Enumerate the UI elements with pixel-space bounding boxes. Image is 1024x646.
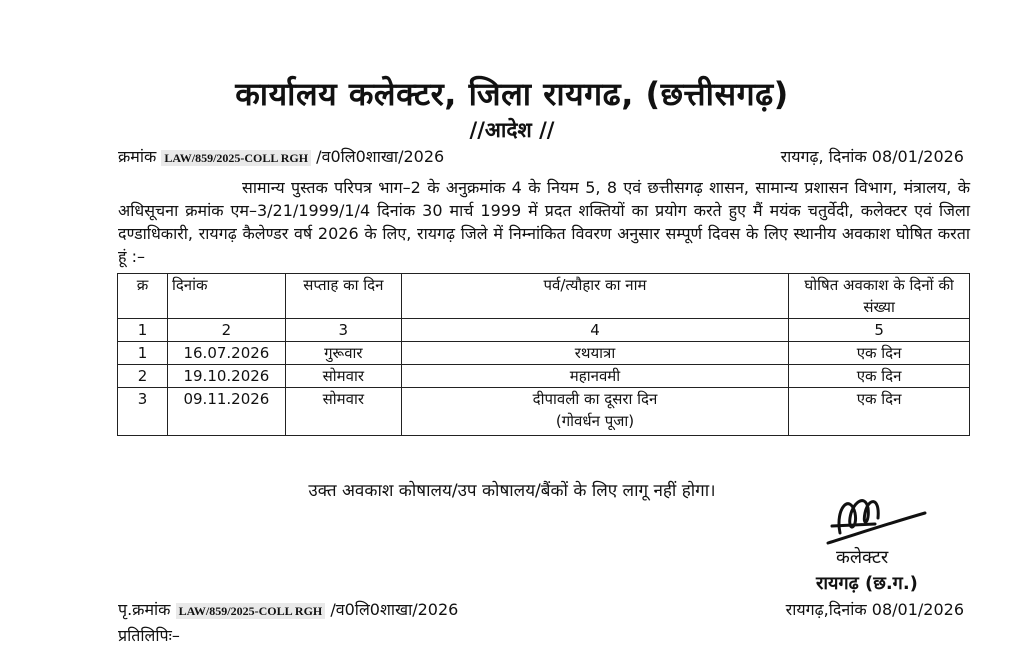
table-header-row — [118, 274, 970, 319]
row-weekday: सोमवार — [285, 388, 401, 436]
header-sno: क्र — [118, 274, 168, 319]
signature-place: रायगढ़ (छ.ग.) — [816, 573, 918, 594]
col-number: 5 — [789, 319, 970, 342]
festival-line-1: दीपावली का दूसरा दिन — [532, 390, 658, 408]
endorsement-code: LAW/859/2025-COLL RGH — [176, 603, 326, 619]
endorsement-prefix: पृ.क्रमांक — [118, 600, 171, 619]
row-festival: रथयात्रा — [401, 342, 788, 365]
table-number-row — [118, 319, 970, 342]
reference-number — [118, 145, 444, 167]
reference-suffix: /व0लि0शाखा/2026 — [316, 147, 445, 166]
row-weekday: सोमवार — [285, 365, 401, 388]
table-row — [118, 365, 970, 388]
row-date: 19.10.2026 — [167, 365, 285, 388]
header-weekday: सप्ताह का दिन — [285, 274, 401, 319]
note-text: उक्त अवकाश कोषालय/उप कोषालय/बैंकों के लिए लागू नहीं होगा। — [308, 481, 716, 501]
order-label: //आदेश // — [469, 118, 555, 142]
signature-designation: कलेक्टर — [836, 547, 889, 568]
row-festival: महानवमी — [401, 365, 788, 388]
copy-label: प्रतिलिपिः– — [118, 626, 180, 645]
row-count: एक दिन — [789, 342, 970, 365]
header-date: दिनांक — [167, 274, 285, 319]
holiday-table — [117, 273, 970, 436]
table-row — [118, 388, 970, 436]
reference-code: LAW/859/2025-COLL RGH — [161, 150, 311, 166]
col-number: 2 — [167, 319, 285, 342]
table-row — [118, 342, 970, 365]
row-weekday: गुरूवार — [285, 342, 401, 365]
row-count: एक दिन — [789, 388, 970, 436]
order-paragraph: सामान्य पुस्तक परिपत्र भाग–2 के अनुक्रमांक 4 के नियम 5, 8 एवं छत्तीसगढ़ शासन, सामान्य प्रशासन विभाग, मंत्रालय, के अधिसूचना क्रमांक एम–3/21/1999/1/4 दिनांक 30 मार्च 1999 में प्रदत शक्तियों का प्रयोग करते हुए मैं मयंक चतुर्वेदी, कलेक्टर एवं जिला दण्डाधिकारी, रायगढ़ कैलेण्डर वर्ष 2026 के लिए, रायगढ़ जिले में निम्नांकित विवरण अनुसार सम्पूर्ण दिवस के लिए स्थानीय अवकाश घोषित करता हूं :– — [118, 178, 970, 266]
festival-line-2: (गोवर्धन पूजा) — [555, 412, 635, 430]
header-festival: पर्व/त्यौहार का नाम — [401, 274, 788, 319]
row-sno: 3 — [118, 388, 168, 436]
row-date: 09.11.2026 — [167, 388, 285, 436]
col-number: 1 — [118, 319, 168, 342]
header-holiday-count: घोषित अवकाश के दिनों की संख्या — [789, 274, 970, 319]
col-number: 3 — [285, 319, 401, 342]
row-sno: 1 — [118, 342, 168, 365]
col-number: 4 — [401, 319, 788, 342]
reference-date: रायगढ़, दिनांक 08/01/2026 — [780, 147, 964, 166]
endorsement-date: रायगढ़,दिनांक 08/01/2026 — [785, 600, 964, 619]
row-festival — [401, 388, 788, 436]
endorsement-suffix: /व0लि0शाखा/2026 — [330, 600, 459, 619]
reference-prefix: क्रमांक — [118, 147, 157, 166]
row-date: 16.07.2026 — [167, 342, 285, 365]
endorsement-number — [118, 598, 458, 620]
office-title: कार्यालय कलेक्टर, जिला रायगढ, (छत्तीसगढ़) — [235, 75, 789, 113]
row-count: एक दिन — [789, 365, 970, 388]
row-sno: 2 — [118, 365, 168, 388]
